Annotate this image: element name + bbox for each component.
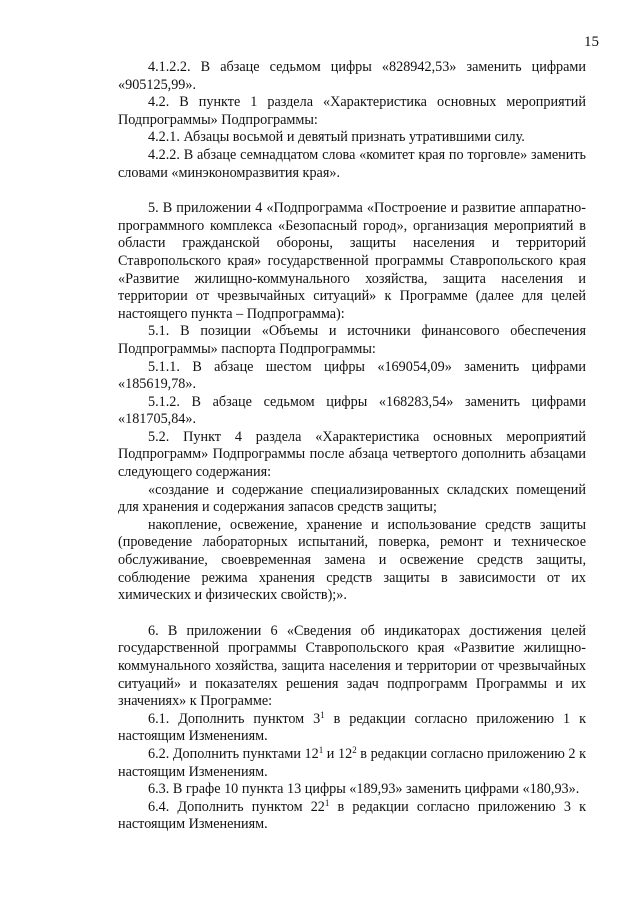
superscript: 1 <box>324 797 330 808</box>
quote-paragraph-2: накопление, освежение, хранение и использование средств защиты (проведение лабораторных испытаний, поверка, ремонт и техническое обслуживание, своевременная замена и освежение средств защиты, соблюдение режима хранения средств защиты в зависимости от их химических и физических свойств);». <box>118 516 586 604</box>
paragraph-6-2 <box>118 746 586 781</box>
paragraph-6-2-text-middle: и 12 <box>323 745 353 762</box>
paragraph-6-1-text-end: в редакции согласно приложению 1 к настоящим Изменениям. <box>118 710 586 745</box>
superscript: 1 <box>320 709 325 720</box>
paragraph-6-1 <box>118 711 586 746</box>
paragraph-5-1: 5.1. В позиции «Объемы и источники финансового обеспечения Подпрограммы» паспорта Подпрограммы: <box>118 323 586 357</box>
superscript: 2 <box>352 744 357 755</box>
paragraph-6-4-text-start: 6.4. Дополнить пунктом 22 <box>148 798 325 815</box>
paragraph-5: 5. В приложении 4 «Подпрограмма «Построение и развитие аппаратно-программного комплекса «Безопасный город», организация мероприятий в области гражданской обороны, защиты населения и территорий Ставропольского края» государственной программы Ставропольского края «Развитие жилищно-коммунального хозяйства, защита населения и территории от чрезвычайных ситуаций» к Программе (далее для целей настоящего пункта – Подпрограмма): <box>118 200 586 322</box>
paragraph-6-4 <box>118 799 586 834</box>
paragraph-5-2: 5.2. Пункт 4 раздела «Характеристика основных мероприятий Подпрограмм» Подпрограммы после абзаца четвертого дополнить абзацами следующего содержания: <box>118 428 586 481</box>
paragraph-6-2-text-end: в редакции согласно приложению 2 к настоящим Изменениям. <box>118 745 586 780</box>
document-body <box>118 59 586 834</box>
paragraph-4-2-1: 4.2.1. Абзацы восьмой и девятый признать утратившими силу. <box>148 129 525 146</box>
page-number: 15 <box>584 34 599 50</box>
paragraph-6-1-text-start: 6.1. Дополнить пунктом 3 <box>148 710 321 727</box>
paragraph-4-1-2-2: 4.1.2.2. В абзаце седьмом цифры «828942,53» заменить цифрами «905125,99». <box>118 59 586 93</box>
paragraph-6-3: 6.3. В графе 10 пункта 13 цифры «189,93» заменить цифрами «180,93». <box>148 781 580 798</box>
paragraph-6-2-text-start: 6.2. Дополнить пунктами 12 <box>148 745 319 762</box>
paragraph-4-2: 4.2. В пункте 1 раздела «Характеристика основных мероприятий Подпрограммы» Подпрограммы: <box>118 94 586 128</box>
quote-paragraph-1: «создание и содержание специализированных складских помещений для хранения и содержания запасов средств защиты; <box>118 481 586 516</box>
paragraph-5-1-1: 5.1.1. В абзаце шестом цифры «169054,09» заменить цифрами «185619,78». <box>118 358 586 393</box>
section-spacer <box>118 605 586 623</box>
paragraph-4-2-2: 4.2.2. В абзаце семнадцатом слова «комитет края по торговле» заменить словами «минэкономразвития края». <box>118 146 586 181</box>
superscript: 1 <box>318 744 324 755</box>
paragraph-6: 6. В приложении 6 «Сведения об индикаторах достижения целей государственной программы Ставропольского края «Развитие жилищно-коммунального хозяйства, защита населения и территории от чрезвычайных ситуаций» и показателях решения задач подпрограмм Программы и их значениях» к Программе: <box>118 622 586 710</box>
section-spacer <box>118 182 586 200</box>
paragraph-6-4-text-end: в редакции согласно приложению 3 к настоящим Изменениям. <box>118 798 586 833</box>
paragraph-5-1-2: 5.1.2. В абзаце седьмом цифры «168283,54» заменить цифрами «181705,84». <box>118 393 586 428</box>
